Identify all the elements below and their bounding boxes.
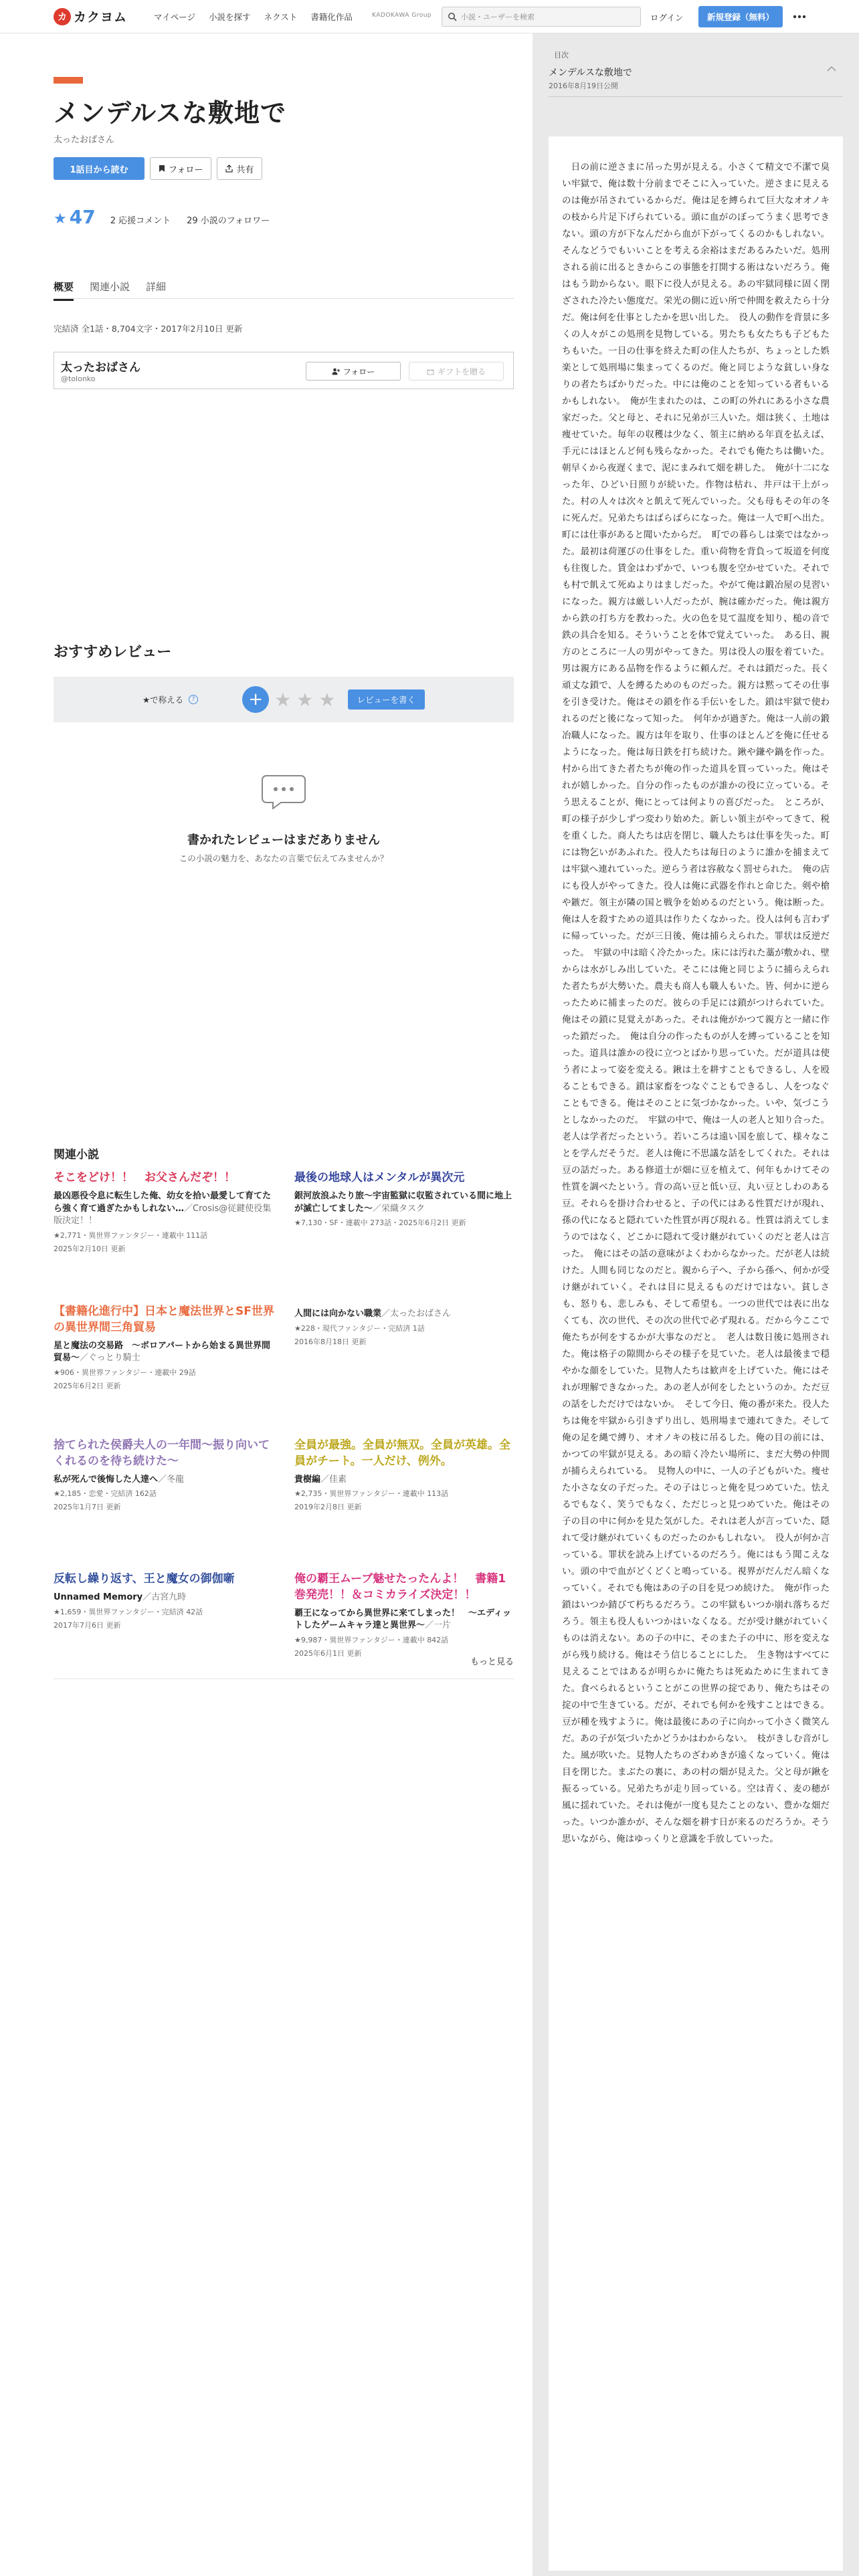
related-author: ／Crosis@従鍵使役集版決定！！: [54, 1203, 272, 1226]
related-date: 2019年2月8日 更新: [294, 1503, 362, 1512]
signup-button[interactable]: 新規登録（無料）: [698, 6, 783, 27]
episode-header-divider: [549, 96, 843, 97]
no-reviews-subtitle: この小説の魅力を、あなたの言葉で伝えてみませんか？: [179, 853, 389, 863]
related-title[interactable]: [294, 1308, 515, 1321]
follow-author-label: フォロー: [343, 366, 375, 377]
work-actions: [54, 157, 262, 180]
login-link[interactable]: ログイン: [650, 13, 684, 23]
no-reviews-title: 書かれたレビューはまだありません: [187, 833, 380, 847]
related-date: 2025年6月1日 更新: [294, 1649, 362, 1658]
related-author: ／太ったおばさん: [381, 1309, 452, 1319]
related-stats: ★2,771・異世界ファンタジー・連載中 111話: [54, 1231, 208, 1241]
logo-text: カクヨム: [74, 10, 128, 25]
related-item[interactable]: [54, 1304, 274, 1392]
episode-sidebar: [533, 33, 859, 2576]
work-meta: 完結済 全1話・8,704文字・2017年2月10日 更新: [54, 324, 243, 334]
search-box: [442, 7, 641, 27]
related-stats: ★7,130・SF・連載中 273話・2025年6月2日 更新: [294, 1218, 466, 1228]
episode-date: 2016年8月19日公開: [549, 82, 618, 90]
nav-published-works[interactable]: 書籍化作品: [310, 12, 353, 22]
search-icon: [448, 12, 457, 21]
send-gift-label: ギフトを贈る: [437, 366, 486, 377]
author-name[interactable]: 太ったおばさん: [61, 361, 140, 374]
related-item[interactable]: [54, 1170, 274, 1255]
related-author: ／ぐっとり騎士: [80, 1353, 140, 1364]
search-input[interactable]: [461, 13, 628, 21]
bookmark-icon: [159, 165, 165, 173]
related-title[interactable]: [294, 1474, 515, 1487]
episode-body: [549, 136, 843, 2571]
related-date: 2016年8月18日 更新: [294, 1337, 367, 1346]
nav-mypage[interactable]: マイページ: [154, 12, 196, 22]
read-first-episode-button[interactable]: 1話目から読む: [54, 157, 145, 180]
star-4-icon[interactable]: ★: [318, 688, 336, 711]
related-date: 2025年6月2日 更新: [54, 1382, 121, 1391]
related-catchphrase: そこをどけ！！ お父さんだぞ！！: [54, 1171, 235, 1184]
related-catchphrase: 俺の覇王ムーブ魅せたったんよ！ 書籍1巻発売！！＆コミカライズ決定！！: [294, 1572, 506, 1602]
title-accent-bar: [54, 77, 83, 84]
related-item[interactable]: [54, 1572, 274, 1631]
follower-count[interactable]: 29 小説のフォロワー: [187, 216, 270, 226]
site-header: [0, 0, 859, 33]
tabs-divider: [54, 298, 514, 299]
related-title[interactable]: [54, 1592, 274, 1604]
tab-related[interactable]: 関連小説: [90, 281, 130, 293]
related-title[interactable]: [294, 1608, 515, 1633]
episode-text: 日の前に逆さまに吊った男が見える。小さくて精文で不潔で臭い牢獄で、俺は数十分前までそこに入っていた。逆さまに見えるのは俺が吊されているからだ。俺は足を縛られて巨大なオオノキの枝から片足下げられている。頭に血がのぼってうまく思考できない。頭の方が下なんだから血が下がってくるのかもしれない。そんなどうでもいいことを考える余裕はまだあるみたいだ。処刑される前に出るときからこの事態を打開する術はないだろう。俺はもう助からない。眼下に役人が見える。あの牢獄同様に固く閉ざされた冷たい態度だ。栄光の側に近い所で仲間を救えたら十分だ。俺は何を仕事としたかを思い出した。 役人の動作を背景に多くの人々がこの処刑を見物している。男たちも女たちも子どもたちもいた。一日の仕事を終えた町の住人たちが、ちょっとした娯楽として処刑場に集まってくるのだ。俺と同じような貧しい身なりの者たちばかりだった。中には俺のことを知っている者もいるかもしれない。 俺が生まれたのは、この町の外れにある小さな農家だった。父と母と、それに兄弟が三人いた。畑は狭く、土地は痩せていた。毎年の収穫は少なく、領主に納める年貢を払えば、手元にはほとんど何も残らなかった。それでも俺たちは働いた。朝早くから夜遅くまで、泥にまみれて畑を耕した。 俺が十二になった年、ひどい日照りが続いた。作物は枯れ、井戸は干上がった。村の人々は次々と飢えて死んでいった。父も母もその年の冬に死んだ。兄弟たちはばらばらになった。俺は一人で町へ出た。町には仕事があると聞いたからだ。 町での暮らしは楽ではなかった。最初は荷運びの仕事をした。重い荷物を背負って坂道を何度も往復した。賃金はわずかで、いつも腹を空かせていた。それでも村で飢えて死ぬよりはましだった。やがて俺は鍛冶屋の見習いになった。親方は厳しい人だったが、腕は確かだった。俺は親方から鉄の打ち方を教わった。火の色を見て温度を知り、槌の音で鉄の具合を知る。そういうことを体で覚えていった。 ある日、親方のところに一人の男がやってきた。男は役人の服を着ていた。男は親方にある品物を作るように頼んだ。それは鎖だった。長く頑丈な鎖で、人を縛るためのものだった。親方は黙ってその仕事を引き受けた。俺はその鎖を作る手伝いをした。鎖は牢獄で使われるのだと後になって知った。 何年かが過ぎた。俺は一人前の鍛冶職人になった。親方は年を取り、仕事のほとんどを俺に任せるようになった。俺は毎日鉄を打ち続けた。鍬や鎌や鍋を作った。村から出てきた者たちが俺の作った道具を買っていった。俺はそれが嬉しかった。自分の作ったものが誰かの役に立っている。そう思えることが、俺にとっては何よりの喜びだった。 ところが、町の様子が少しずつ変わり始めた。新しい領主がやってきて、税を重くした。商人たちは店を閉じ、職人たちは仕事を失った。町には物乞いがあふれた。役人たちは毎日のように誰かを捕まえては牢獄へ連れていった。逆らう者は容赦なく罰せられた。 俺の店にも役人がやってきた。役人は俺に武器を作れと命じた。剣や槍や鏃だ。領主が隣の国と戦争を始めるのだという。俺は断った。俺は人を殺すための道具は作りたくなかった。役人は何も言わずに帰っていった。だが三日後、俺は捕らえられた。罪状は反逆だった。 牢獄の中は暗く冷たかった。床には汚れた藁が敷かれ、壁からは水がしみ出していた。そこには俺と同じように捕らえられた者たちが大勢いた。農夫も商人も職人もいた。皆、何かに逆らったために捕まったのだ。彼らの手足には鎖がつけられていた。俺はその鎖に見覚えがあった。それは俺がかつて親方と一緒に作った鎖だった。 俺は自分の作ったものが人を縛っていることを知った。道具は誰かの役に立つとばかり思っていた。だが道具は使う者によって姿を変える。鍬は土を耕すこともできるし、人を殴ることもできる。鎖は家畜をつなぐこともできるし、人をつなぐこともできる。俺はそのことに気づかなかった。いや、気づこうとしなかったのだ。 牢獄の中で、俺は一人の老人と知り合った。老人は学者だったという。若いころは遠い国を旅して、様々なことを学んだそうだ。老人は俺に不思議な話をしてくれた。それは豆の話だった。ある修道士が畑に豆を植えて、何年もかけてその性質を調べたという。背の高い豆と低い豆、丸い豆としわのある豆。それらを掛け合わせると、子の代にはある性質だけが現れ、孫の代になると隠れていた性質が再び現れる。性質は消えてしまうのではなく、どこかに隠れて受け継がれていくのだと老人は言った。 俺にはその話の意味がよくわからなかった。だが老人は続けた。人間も同じなのだと。親から子へ、子から孫へ、何かが受け継がれていく。それは目に見えるものだけではない。貧しさも、怒りも、悲しみも、そして希望も。一つの世代では表に出なくても、次の世代、その次の世代で必ず現れる。だから今ここで俺たちが何をするかが大事なのだと。 老人は数日後に処刑された。俺は格子の隙間からその様子を見ていた。老人は最後まで穏やかな顔をしていた。見物人たちは歓声を上げていた。俺にはそれが理解できなかった。あの老人が何をしたというのか。ただ豆の話をしただけではないか。 そして今日、俺の番が来た。役人たちは俺を牢獄から引きずり出し、処刑場まで連れてきた。そして俺の足を縄で縛り、オオノキの枝に吊るした。俺の目の前には、かつての牢獄が見える。あの暗く冷たい場所に、まだ大勢の仲間が捕らえられている。 見物人の中に、一人の子どもがいた。痩せた小さな女の子だった。その子はじっと俺を見つめていた。怯えるでもなく、笑うでもなく、ただじっと見つめていた。俺はその子の目の中に何かを見た気がした。それは老人が言っていた、隠れて受け継がれていくものだったのかもしれない。 役人が何か言っている。罪状を読み上げているのだろう。俺にはもう聞こえない。頭の中で血がどくどくと鳴っている。視界がだんだん暗くなっていく。それでも俺はあの子の目を見つめ続けた。 俺が作った鎖はいつか錆びて朽ちるだろう。この牢獄もいつか崩れ落ちるだろう。領主も役人もいつかはいなくなる。だが受け継がれていくものは消えない。あの子の中に、そのまた子の中に、形を変えながら残り続ける。俺はそう信じることにした。 生き物はすべてに見えることではあるが明らかに俺たちは死ぬために生まれてきた。食べられるということがこの世界の掟であり、俺たちはその掟の中で生きている。だが、それでも何かを残すことはできる。豆が種を残すように。俺は最後にあの子に向かって小さく微笑んだ。あの子が気づいたかどうかはわからない。 枝がきしむ音がした。風が吹いた。見物人たちのざわめきが遠くなっていく。俺は目を閉じた。まぶたの裏に、あの村の畑が見えた。父と母が鍬を振るっている。兄弟たちが走り回っている。空は青く、麦の穂が風に揺れていた。それは俺が一度も見たことのない、豊かな畑だった。いつか誰かが、そんな畑を耕す日が来るのだろうか。そう思いながら、俺はゆっくりと意識を手放していった。: [562, 162, 830, 1844]
related-stats: ★2,735・異世界ファンタジー・連載中 113話: [294, 1489, 449, 1499]
related-catchphrase: 反転し繰り返す、王と魔女の御伽噺: [54, 1572, 235, 1586]
related-author: ／佳素: [320, 1474, 347, 1485]
related-title-text: 貴樹編: [294, 1474, 321, 1485]
related-stats: ★2,185・恋愛・完結済 162話: [54, 1489, 157, 1499]
work-title[interactable]: メンデルスな敷地で: [54, 98, 286, 128]
related-title-text: 私が死んで後悔した人達へ: [54, 1474, 159, 1485]
rate-box: [54, 677, 514, 722]
related-author: ／一片: [425, 1620, 452, 1631]
related-catchphrase: 全員が最強。全員が無双。全員が英雄。全員がチート。一人だけ、例外。: [294, 1438, 510, 1468]
related-title[interactable]: [54, 1190, 274, 1228]
follow-work-button[interactable]: [150, 157, 211, 180]
related-stats: ★1,659・異世界ファンタジー・完結済 42話: [54, 1607, 203, 1616]
related-date: 2025年2月10日 更新: [54, 1245, 126, 1254]
gift-icon: [427, 368, 434, 375]
related-stats: ★9,987・異世界ファンタジー・連載中 842話: [294, 1636, 449, 1645]
related-title-text: 人間には向かない職業: [294, 1309, 382, 1319]
logo-mark: カ: [54, 8, 71, 25]
author-id: @tolonko: [61, 374, 96, 383]
follow-author-button[interactable]: [306, 362, 401, 381]
star-icon: ★: [54, 211, 67, 227]
comment-count[interactable]: 2 応援コメント: [110, 216, 171, 226]
star-count[interactable]: 47: [69, 206, 96, 228]
work-author-link[interactable]: 太ったおばさん: [54, 135, 115, 145]
tab-overview[interactable]: 概要: [54, 280, 74, 301]
related-author: ／冬龍: [158, 1474, 185, 1485]
nav-find-novels[interactable]: 小説を探す: [209, 12, 251, 22]
speech-bubble-icon: [261, 774, 306, 809]
related-author: ／栄織タスク: [373, 1203, 425, 1214]
kadokawa-group-label: KADOKAWA Group: [372, 12, 432, 19]
related-date: 2017年7月6日 更新: [54, 1620, 121, 1630]
related-date: 2025年1月7日 更新: [54, 1503, 121, 1512]
more-menu-icon[interactable]: [789, 7, 809, 27]
see-more-link[interactable]: もっと見る: [470, 1657, 514, 1667]
rate-label: ★で称える: [142, 695, 184, 705]
related-title-text: 銀河放浪ふたり旅〜宇宙監獄に収監されている間に地上が滅亡してました〜: [294, 1190, 512, 1214]
star-2-icon[interactable]: ★: [274, 688, 292, 711]
related-title-text: 最凶悪役令息に転生した俺、幼女を拾い最愛して育てたら強く育て過ぎたかもしれない…: [54, 1190, 272, 1214]
write-review-button[interactable]: レビューを書く: [348, 689, 425, 710]
related-item[interactable]: [294, 1304, 515, 1348]
related-title[interactable]: [54, 1474, 274, 1487]
related-item[interactable]: [54, 1438, 274, 1513]
related-title-text: 星と魔法の交易路 〜ボロアパートから始まる異世界間貿易〜: [54, 1340, 270, 1364]
star-3-icon[interactable]: ★: [296, 688, 314, 711]
related-author: ／古宮九時: [142, 1592, 187, 1602]
related-title-text: 覇王になってから異世界に来てしまった！ 〜エディットしたゲームキャラ達と異世界〜: [294, 1608, 511, 1631]
related-stats: ★906・異世界ファンタジー・連載中 29話: [54, 1368, 196, 1378]
main-nav: [154, 11, 353, 23]
related-catchphrase: 捨てられた侯爵夫人の一年間〜振り向いてくれるのを待ち続けた〜: [54, 1438, 270, 1468]
related-catchphrase: 最後の地球人はメンタルが異次元: [294, 1171, 465, 1184]
related-title-text: Unnamed Memory: [54, 1592, 143, 1602]
related-heading: 関連小説: [54, 1148, 99, 1162]
related-title[interactable]: [54, 1340, 274, 1366]
chevron-up-icon[interactable]: [827, 66, 836, 72]
nav-next[interactable]: ネクスト: [264, 12, 298, 22]
work-stats: [54, 206, 286, 228]
related-item[interactable]: [294, 1572, 515, 1659]
share-label: 共有: [236, 165, 254, 175]
author-card: [54, 352, 514, 389]
tab-details[interactable]: 詳細: [146, 281, 167, 293]
related-item[interactable]: [294, 1170, 515, 1229]
help-icon[interactable]: ?: [189, 695, 198, 704]
related-catchphrase: 【書籍化進行中】日本と魔法世界とSF世界の異世界間三角貿易: [54, 1305, 274, 1334]
share-icon: [225, 165, 233, 173]
share-button[interactable]: [217, 157, 262, 180]
episode-header[interactable]: [549, 66, 843, 139]
toc-label: 目次: [554, 51, 569, 60]
reviews-heading: おすすめレビュー: [54, 644, 172, 661]
add-star-button[interactable]: +: [242, 686, 269, 713]
episode-title[interactable]: メンデルスな敷地で: [549, 68, 632, 78]
related-stats: ★228・現代ファンタジー・完結済 1話: [294, 1323, 425, 1333]
user-plus-icon: [332, 368, 340, 375]
related-item[interactable]: [294, 1438, 515, 1513]
send-gift-button[interactable]: [409, 362, 504, 381]
follow-work-label: フォロー: [169, 165, 203, 175]
related-title[interactable]: [294, 1190, 515, 1216]
site-logo[interactable]: [54, 7, 127, 25]
